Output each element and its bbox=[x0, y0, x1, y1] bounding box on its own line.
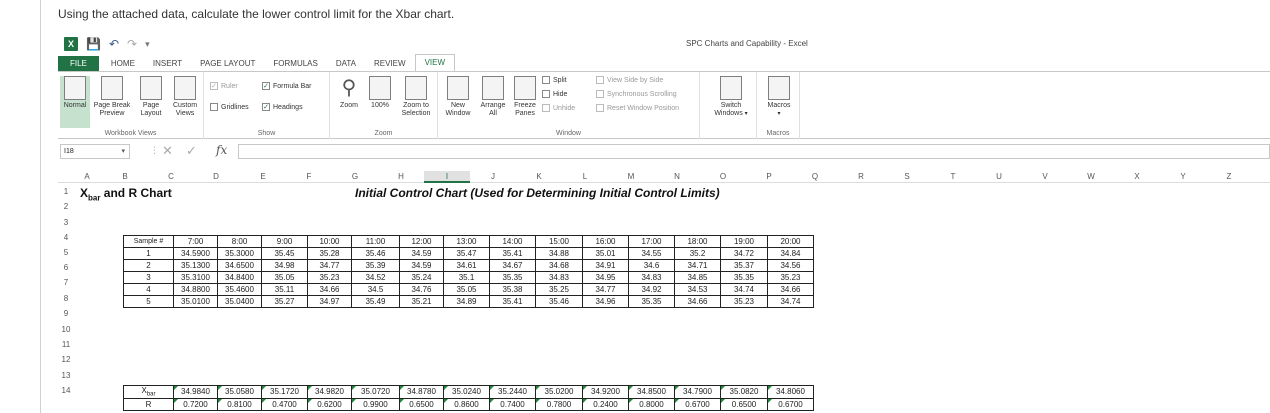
name-box-dropdown-icon[interactable]: ▾ bbox=[121, 148, 125, 155]
data-cell[interactable]: 34.76 bbox=[400, 284, 444, 296]
page-break-preview-icon bbox=[101, 76, 123, 100]
data-cell[interactable]: 35.23 bbox=[308, 272, 352, 284]
column-header-v[interactable]: V bbox=[1042, 172, 1048, 181]
time-header[interactable]: 18:00 bbox=[675, 236, 721, 248]
custom-views-button[interactable] bbox=[168, 76, 202, 118]
data-cell[interactable]: 35.21 bbox=[400, 296, 444, 308]
data-cell[interactable]: 34.8400 bbox=[218, 272, 262, 284]
data-cell[interactable]: 35.4600 bbox=[218, 284, 262, 296]
data-cell[interactable]: 35.0400 bbox=[218, 296, 262, 308]
name-box[interactable] bbox=[60, 144, 130, 159]
workbook-views-group-label: Workbook Views bbox=[104, 130, 157, 137]
time-header[interactable]: 20:00 bbox=[768, 236, 814, 248]
view-side-by-side-label: View Side by Side bbox=[607, 76, 664, 84]
gridlines-checkbox[interactable] bbox=[210, 103, 249, 111]
column-header-d[interactable]: D bbox=[213, 172, 219, 181]
data-cell[interactable]: 34.72 bbox=[721, 248, 768, 260]
data-cell[interactable]: 35.27 bbox=[262, 296, 308, 308]
range-value-cell[interactable]: 0.6200 bbox=[308, 398, 352, 410]
row-header-14[interactable]: 14 bbox=[61, 386, 71, 395]
group-window bbox=[438, 72, 700, 139]
column-header-m[interactable]: M bbox=[627, 172, 635, 181]
data-cell[interactable]: 34.56 bbox=[768, 260, 814, 272]
tab-page-layout[interactable]: PAGE LAYOUT bbox=[200, 59, 256, 68]
formula-input[interactable] bbox=[238, 144, 1270, 159]
table-row bbox=[124, 284, 814, 296]
normal-view-icon bbox=[64, 76, 86, 100]
xbar-value-cell[interactable]: 34.9820 bbox=[308, 386, 352, 399]
row-header-9[interactable]: 9 bbox=[63, 309, 69, 318]
column-header-r[interactable]: R bbox=[858, 172, 864, 181]
summary-table bbox=[123, 385, 814, 411]
tab-home[interactable]: HOME bbox=[110, 59, 135, 68]
reset-window-position-label: Reset Window Position bbox=[607, 104, 679, 112]
table-row bbox=[124, 272, 814, 284]
range-value-cell[interactable]: 0.6700 bbox=[675, 398, 721, 410]
synchronous-scrolling-icon bbox=[596, 90, 604, 98]
time-header[interactable]: 12:00 bbox=[400, 236, 444, 248]
column-header-g[interactable]: G bbox=[351, 172, 359, 181]
zoom-button[interactable] bbox=[334, 76, 364, 110]
range-value-cell[interactable]: 0.8000 bbox=[629, 398, 675, 410]
row-header-1[interactable]: 1 bbox=[63, 187, 69, 196]
data-cell[interactable]: 35.23 bbox=[721, 296, 768, 308]
data-cell[interactable]: 34.91 bbox=[583, 260, 629, 272]
show-group-label: Show bbox=[257, 130, 276, 137]
save-icon[interactable]: 💾 bbox=[86, 37, 101, 51]
time-header[interactable]: 19:00 bbox=[721, 236, 768, 248]
data-cell[interactable]: 34.92 bbox=[629, 284, 675, 296]
formula-bar-checkbox[interactable] bbox=[262, 82, 312, 90]
data-cell[interactable]: 34.8800 bbox=[174, 284, 218, 296]
customize-qat-icon[interactable]: ▾ bbox=[145, 38, 150, 49]
macros-label: Macros bbox=[767, 102, 791, 109]
data-cell[interactable]: 34.59 bbox=[400, 260, 444, 272]
group-workbook-views bbox=[58, 72, 204, 139]
formula-bar bbox=[58, 142, 1270, 160]
data-cell[interactable]: 34.83 bbox=[629, 272, 675, 284]
arrange-all-icon bbox=[482, 76, 504, 100]
switch-windows-button[interactable] bbox=[710, 76, 752, 118]
data-cell[interactable]: 34.6500 bbox=[218, 260, 262, 272]
data-cell[interactable]: 34.89 bbox=[444, 296, 490, 308]
data-cell[interactable]: 35.46 bbox=[352, 248, 400, 260]
data-cell[interactable]: 35.41 bbox=[490, 296, 536, 308]
xbar-value-cell[interactable]: 35.0820 bbox=[721, 386, 768, 399]
time-header[interactable]: 10:00 bbox=[308, 236, 352, 248]
page-break-preview-button[interactable] bbox=[92, 76, 132, 118]
range-value-cell[interactable]: 0.4700 bbox=[262, 398, 308, 410]
tab-review[interactable]: REVIEW bbox=[374, 59, 406, 68]
excel-app-icon: X bbox=[64, 37, 78, 51]
data-cell[interactable]: 34.52 bbox=[352, 272, 400, 284]
data-cell[interactable]: 34.74 bbox=[768, 296, 814, 308]
data-cell[interactable]: 35.49 bbox=[352, 296, 400, 308]
column-header-n[interactable]: N bbox=[674, 172, 680, 181]
normal-view-button[interactable] bbox=[60, 76, 90, 128]
column-header-q[interactable]: Q bbox=[811, 172, 819, 181]
custom-views-label: Custom Views bbox=[172, 102, 198, 117]
tab-insert[interactable]: INSERT bbox=[152, 59, 183, 68]
data-cell[interactable]: 35.01 bbox=[583, 248, 629, 260]
quick-access-toolbar bbox=[64, 37, 150, 51]
freeze-panes-label: Freeze Panes bbox=[514, 102, 536, 117]
row-header-11[interactable]: 11 bbox=[61, 340, 71, 349]
row-header-6[interactable]: 6 bbox=[63, 263, 69, 272]
data-cell[interactable]: 34.85 bbox=[675, 272, 721, 284]
column-header-l[interactable]: L bbox=[582, 172, 588, 181]
data-cell[interactable]: 34.83 bbox=[536, 272, 583, 284]
headings-checkbox[interactable] bbox=[262, 103, 303, 111]
data-cell[interactable]: 35.41 bbox=[490, 248, 536, 260]
range-value-cell[interactable]: 0.9900 bbox=[352, 398, 400, 410]
range-value-cell[interactable]: 0.6700 bbox=[768, 398, 814, 410]
time-header[interactable]: 8:00 bbox=[218, 236, 262, 248]
row-header-4[interactable]: 4 bbox=[63, 233, 69, 242]
data-cell[interactable]: 35.23 bbox=[768, 272, 814, 284]
synchronous-scrolling-label: Synchronous Scrolling bbox=[607, 90, 677, 98]
xbar-value-cell[interactable]: 35.0580 bbox=[218, 386, 262, 399]
reset-window-position-icon bbox=[596, 104, 604, 112]
sample-number-cell[interactable]: 1 bbox=[124, 248, 174, 260]
formula-bar-more-icon: ⋮ bbox=[150, 145, 159, 155]
time-header[interactable]: 15:00 bbox=[536, 236, 583, 248]
worksheet bbox=[58, 183, 1270, 413]
range-value-cell[interactable]: 0.8600 bbox=[444, 398, 490, 410]
ribbon-view bbox=[58, 71, 1270, 139]
hide-icon bbox=[542, 90, 550, 98]
hide-label: Hide bbox=[553, 90, 568, 98]
sample-number-cell[interactable]: 5 bbox=[124, 296, 174, 308]
data-cell[interactable]: 35.05 bbox=[444, 284, 490, 296]
data-cell[interactable]: 35.05 bbox=[262, 272, 308, 284]
gridlines-label: Gridlines bbox=[221, 103, 249, 111]
undo-icon[interactable]: ↶ bbox=[108, 37, 120, 51]
zoom-to-selection-button[interactable] bbox=[396, 76, 436, 118]
data-cell[interactable]: 35.3000 bbox=[218, 248, 262, 260]
xbar-value-cell[interactable]: 34.8780 bbox=[400, 386, 444, 399]
time-header[interactable]: 9:00 bbox=[262, 236, 308, 248]
range-value-cell[interactable]: 0.7800 bbox=[536, 398, 583, 410]
redo-icon[interactable]: ↷ bbox=[127, 37, 138, 51]
view-side-by-side-button[interactable] bbox=[596, 76, 663, 84]
new-window-label: New Window bbox=[445, 102, 471, 117]
xbar-value-cell[interactable]: 34.7900 bbox=[675, 386, 721, 399]
time-header[interactable]: 17:00 bbox=[629, 236, 675, 248]
row-header-2[interactable]: 2 bbox=[63, 202, 69, 211]
column-header-w[interactable]: W bbox=[1087, 172, 1095, 181]
data-cell[interactable]: 35.37 bbox=[721, 260, 768, 272]
data-cell[interactable]: 35.46 bbox=[536, 296, 583, 308]
xbar-label[interactable] bbox=[124, 386, 174, 399]
formula-bar-label: Formula Bar bbox=[273, 82, 312, 90]
data-cell[interactable]: 35.25 bbox=[536, 284, 583, 296]
macros-button[interactable] bbox=[761, 76, 797, 118]
unhide-icon bbox=[542, 104, 550, 112]
time-header[interactable]: 11:00 bbox=[352, 236, 400, 248]
column-header-x[interactable]: X bbox=[1134, 172, 1140, 181]
data-cell[interactable]: 35.28 bbox=[308, 248, 352, 260]
view-side-by-side-icon bbox=[596, 76, 604, 84]
time-header[interactable]: 14:00 bbox=[490, 236, 536, 248]
xbar-value-cell[interactable]: 35.0720 bbox=[352, 386, 400, 399]
zoom-100-button[interactable] bbox=[366, 76, 394, 110]
column-header-t[interactable]: T bbox=[950, 172, 956, 181]
data-cell[interactable]: 34.61 bbox=[444, 260, 490, 272]
page-break-preview-label: Page Break Preview bbox=[93, 102, 131, 117]
data-cell[interactable]: 34.5900 bbox=[174, 248, 218, 260]
freeze-panes-icon bbox=[514, 76, 536, 100]
ruler-label: Ruler bbox=[221, 82, 238, 90]
column-header-z[interactable]: Z bbox=[1226, 172, 1232, 181]
data-cell[interactable]: 34.77 bbox=[583, 284, 629, 296]
range-value-cell[interactable]: 0.8100 bbox=[218, 398, 262, 410]
unhide-button[interactable] bbox=[542, 104, 575, 112]
data-cell[interactable]: 35.3100 bbox=[174, 272, 218, 284]
page-left-rule bbox=[40, 0, 41, 413]
data-cell[interactable]: 34.88 bbox=[536, 248, 583, 260]
data-cell[interactable]: 35.35 bbox=[490, 272, 536, 284]
row-header-5[interactable]: 5 bbox=[63, 248, 69, 257]
cancel-icon[interactable]: ✕ bbox=[162, 143, 173, 158]
ruler-checkbox[interactable] bbox=[210, 82, 238, 90]
range-value-cell[interactable]: 0.6500 bbox=[400, 398, 444, 410]
macros-icon bbox=[768, 76, 790, 100]
column-header-p[interactable]: P bbox=[766, 172, 772, 181]
data-cell[interactable]: 34.71 bbox=[675, 260, 721, 272]
reset-window-position-button[interactable] bbox=[596, 104, 679, 112]
data-cell[interactable]: 35.47 bbox=[444, 248, 490, 260]
name-box-value: I18 bbox=[64, 148, 74, 155]
sample-number-cell[interactable]: 3 bbox=[124, 272, 174, 284]
macros-group-label: Macros bbox=[766, 130, 790, 137]
range-label[interactable]: R bbox=[124, 398, 174, 410]
tab-data[interactable]: DATA bbox=[335, 59, 356, 68]
switch-windows-dropdown-icon: ▾ bbox=[744, 111, 748, 117]
column-header-b[interactable]: B bbox=[122, 172, 128, 181]
xbar-value-cell[interactable]: 35.0240 bbox=[444, 386, 490, 399]
synchronous-scrolling-button[interactable] bbox=[596, 90, 677, 98]
table-row bbox=[124, 296, 814, 308]
range-value-cell[interactable]: 0.2400 bbox=[583, 398, 629, 410]
group-macros bbox=[756, 72, 800, 139]
new-window-icon bbox=[447, 76, 469, 100]
xbar-value-cell[interactable]: 34.8500 bbox=[629, 386, 675, 399]
zoom-to-selection-label: Zoom to Selection bbox=[401, 102, 431, 117]
data-cell[interactable]: 34.5 bbox=[352, 284, 400, 296]
zoom-group-label: Zoom bbox=[374, 130, 393, 137]
switch-windows-icon bbox=[720, 76, 742, 100]
data-cell[interactable]: 35.35 bbox=[629, 296, 675, 308]
data-cell[interactable]: 35.11 bbox=[262, 284, 308, 296]
zoom-100-label: 100% bbox=[371, 102, 389, 109]
xbar-value-cell[interactable]: 35.1720 bbox=[262, 386, 308, 399]
xbar-value-cell[interactable]: 35.0200 bbox=[536, 386, 583, 399]
column-header-j[interactable]: J bbox=[491, 172, 495, 181]
ruler-check-icon: ✓ bbox=[211, 83, 217, 90]
data-cell[interactable]: 35.35 bbox=[721, 272, 768, 284]
data-cell[interactable]: 34.67 bbox=[490, 260, 536, 272]
data-cell[interactable]: 35.24 bbox=[400, 272, 444, 284]
zoom-100-icon bbox=[369, 76, 391, 100]
sample-data-table bbox=[123, 235, 814, 308]
data-cell[interactable]: 34.68 bbox=[536, 260, 583, 272]
table-row bbox=[124, 248, 814, 260]
time-header[interactable]: 13:00 bbox=[444, 236, 490, 248]
page-layout-button[interactable] bbox=[136, 76, 166, 118]
column-header-o[interactable]: O bbox=[719, 172, 727, 181]
title-rest: and R Chart bbox=[100, 186, 172, 200]
arrange-all-label: Arrange All bbox=[480, 102, 506, 117]
headings-label: Headings bbox=[273, 103, 303, 111]
window-group-label: Window bbox=[556, 130, 581, 137]
column-header-y[interactable]: Y bbox=[1180, 172, 1186, 181]
data-cell[interactable]: 34.84 bbox=[768, 248, 814, 260]
range-row bbox=[124, 398, 814, 410]
data-cell[interactable]: 34.66 bbox=[308, 284, 352, 296]
table-header-row bbox=[124, 236, 814, 248]
column-header-s[interactable]: S bbox=[904, 172, 910, 181]
sample-number-cell[interactable]: 2 bbox=[124, 260, 174, 272]
headings-check-icon: ✓ bbox=[263, 104, 269, 111]
ribbon-tabs bbox=[58, 54, 1270, 71]
data-cell[interactable]: 35.0100 bbox=[174, 296, 218, 308]
zoom-label: Zoom bbox=[340, 102, 358, 109]
data-cell[interactable]: 34.96 bbox=[583, 296, 629, 308]
column-header-k[interactable]: K bbox=[536, 172, 542, 181]
formula-bar-check-icon: ✓ bbox=[263, 83, 269, 90]
page-layout-label: Page Layout bbox=[140, 102, 162, 117]
xbar-value-cell[interactable]: 34.9200 bbox=[583, 386, 629, 399]
chart-title-left bbox=[80, 186, 172, 202]
xbar-label-subscript: bar bbox=[146, 391, 156, 398]
new-window-button[interactable] bbox=[440, 76, 476, 118]
excel-window bbox=[58, 34, 1270, 413]
xbar-value-cell[interactable]: 34.8060 bbox=[768, 386, 814, 399]
column-header-e[interactable]: E bbox=[260, 172, 266, 181]
title-bar bbox=[58, 34, 1270, 54]
data-cell[interactable]: 34.95 bbox=[583, 272, 629, 284]
data-cell[interactable]: 34.66 bbox=[768, 284, 814, 296]
page-layout-icon bbox=[140, 76, 162, 100]
data-cell[interactable]: 35.2 bbox=[675, 248, 721, 260]
custom-views-icon bbox=[174, 76, 196, 100]
data-cell[interactable]: 34.77 bbox=[308, 260, 352, 272]
question-text: Using the attached data, calculate the lower control limit for the Xbar chart. bbox=[58, 7, 455, 21]
row-header-7[interactable]: 7 bbox=[63, 278, 69, 287]
row-header-12[interactable]: 12 bbox=[61, 355, 71, 364]
sample-number-header[interactable]: Sample # bbox=[124, 236, 174, 248]
arrange-all-button[interactable] bbox=[476, 76, 510, 118]
window-title: SPC Charts and Capability - Excel bbox=[686, 39, 808, 48]
column-header-u[interactable]: U bbox=[996, 172, 1002, 181]
xbar-value-cell[interactable]: 35.2440 bbox=[490, 386, 536, 399]
unhide-label: Unhide bbox=[553, 104, 576, 112]
switch-windows-label: Switch Windows bbox=[714, 102, 743, 117]
range-value-cell[interactable]: 0.7400 bbox=[490, 398, 536, 410]
sample-number-cell[interactable]: 4 bbox=[124, 284, 174, 296]
xbar-label-x: X bbox=[141, 386, 147, 395]
data-cell[interactable]: 35.38 bbox=[490, 284, 536, 296]
data-cell[interactable]: 34.66 bbox=[675, 296, 721, 308]
data-cell[interactable]: 34.59 bbox=[400, 248, 444, 260]
row-header-10[interactable]: 10 bbox=[61, 325, 71, 334]
data-cell[interactable]: 35.1300 bbox=[174, 260, 218, 272]
column-header-f[interactable]: F bbox=[306, 172, 312, 181]
column-header-h[interactable]: H bbox=[398, 172, 404, 181]
insert-function-icon[interactable]: fx bbox=[216, 143, 228, 157]
data-cell[interactable]: 34.6 bbox=[629, 260, 675, 272]
hide-button[interactable] bbox=[542, 90, 567, 98]
split-button[interactable] bbox=[542, 76, 567, 84]
data-cell[interactable]: 34.55 bbox=[629, 248, 675, 260]
tab-file[interactable]: FILE bbox=[58, 56, 99, 71]
macros-dropdown-icon: ▾ bbox=[777, 111, 781, 117]
group-show bbox=[204, 72, 330, 139]
row-header-8[interactable]: 8 bbox=[63, 294, 69, 303]
magnifier-icon: ⚲ bbox=[341, 77, 357, 99]
data-cell[interactable]: 35.1 bbox=[444, 272, 490, 284]
enter-icon[interactable]: ✓ bbox=[186, 143, 197, 158]
data-cell[interactable]: 34.53 bbox=[675, 284, 721, 296]
column-header-c[interactable]: C bbox=[168, 172, 174, 181]
data-cell[interactable]: 34.74 bbox=[721, 284, 768, 296]
column-headers bbox=[58, 171, 1270, 183]
zoom-to-selection-icon bbox=[405, 76, 427, 100]
xbar-value-cell[interactable]: 34.9840 bbox=[174, 386, 218, 399]
data-cell[interactable]: 34.97 bbox=[308, 296, 352, 308]
xbar-row bbox=[124, 386, 814, 399]
range-value-cell[interactable]: 0.6500 bbox=[721, 398, 768, 410]
title-bar-subscript: bar bbox=[88, 193, 101, 203]
table-row bbox=[124, 260, 814, 272]
title-x: X bbox=[80, 186, 89, 200]
data-cell[interactable]: 34.98 bbox=[262, 260, 308, 272]
time-header[interactable]: 16:00 bbox=[583, 236, 629, 248]
group-zoom bbox=[330, 72, 438, 139]
chart-title-center: Initial Control Chart (Used for Determining Initial Control Limits) bbox=[355, 186, 720, 200]
column-header-a[interactable]: A bbox=[84, 172, 90, 181]
column-header-i[interactable]: I bbox=[424, 171, 470, 183]
data-cell[interactable]: 35.39 bbox=[352, 260, 400, 272]
data-cell[interactable]: 35.45 bbox=[262, 248, 308, 260]
tab-view[interactable]: VIEW bbox=[415, 54, 455, 71]
tab-formulas[interactable]: FORMULAS bbox=[273, 59, 318, 68]
range-value-cell[interactable]: 0.7200 bbox=[174, 398, 218, 410]
split-label: Split bbox=[553, 76, 567, 84]
freeze-panes-button[interactable] bbox=[510, 76, 540, 118]
normal-view-label: Normal bbox=[63, 102, 87, 109]
gridlines-check-icon bbox=[210, 103, 218, 111]
time-header[interactable]: 7:00 bbox=[174, 236, 218, 248]
split-icon bbox=[542, 76, 550, 84]
row-header-13[interactable]: 13 bbox=[61, 371, 71, 380]
row-header-3[interactable]: 3 bbox=[63, 218, 69, 227]
